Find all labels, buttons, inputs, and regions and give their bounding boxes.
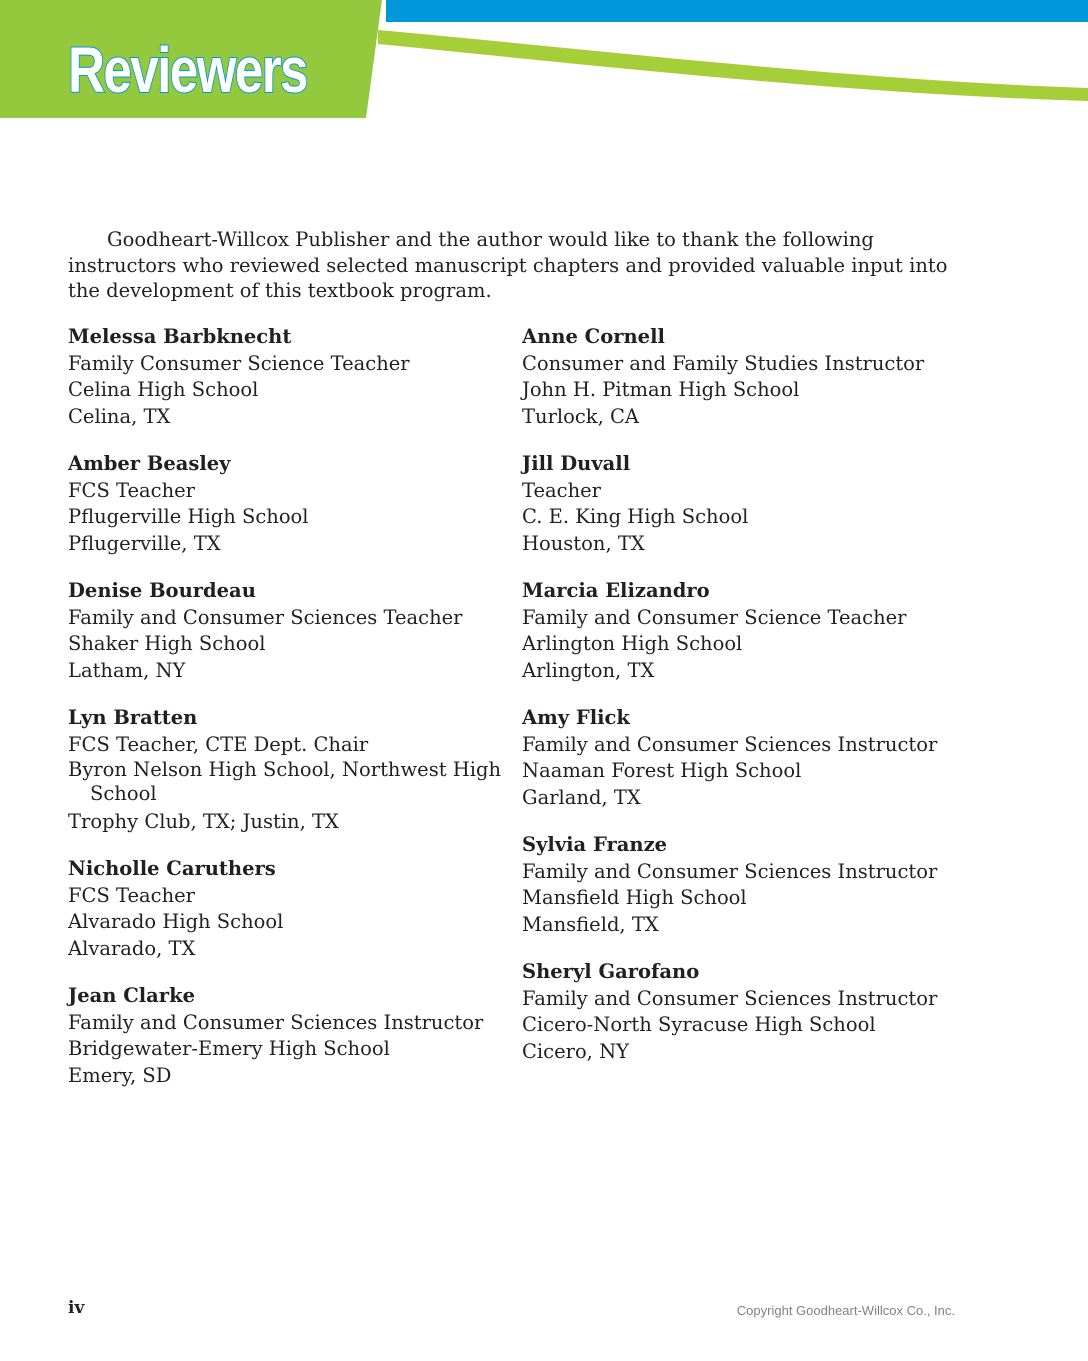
reviewer-school: Cicero-North Syracuse High School [522, 1013, 876, 1036]
reviewer-entry [68, 983, 508, 1089]
header-blue-band [386, 0, 1088, 22]
reviewer-school: Arlington High School [522, 632, 743, 655]
reviewer-name: Amy Flick [522, 706, 630, 729]
reviewer-location: Cicero, NY [522, 1039, 630, 1063]
reviewer-school: Naaman Forest High School [522, 759, 802, 782]
reviewer-title: FCS Teacher [68, 478, 196, 502]
reviewer-location: Emery, SD [68, 1063, 172, 1087]
reviewer-location: Latham, NY [68, 658, 186, 682]
reviewer-name: Nicholle Caruthers [68, 857, 276, 880]
reviewer-name: Sylvia Franze [522, 833, 668, 856]
reviewer-title: FCS Teacher, CTE Dept. Chair [68, 732, 369, 756]
reviewer-entry [68, 451, 508, 557]
reviewer-name: Lyn Bratten [68, 706, 198, 729]
reviewer-title: Family and Consumer Sciences Instructor [68, 1010, 484, 1034]
reviewer-location: Arlington, TX [522, 658, 655, 682]
reviewer-school: Alvarado High School [68, 910, 284, 933]
reviewer-school: Mansfield High School [522, 886, 747, 909]
reviewer-name: Marcia Elizandro [522, 579, 710, 602]
reviewer-title: Family and Consumer Sciences Instructor [522, 732, 938, 756]
reviewer-entry [522, 451, 962, 557]
reviewer-name: Jean Clarke [68, 984, 195, 1007]
reviewer-title: Family Consumer Science Teacher [68, 351, 410, 375]
reviewer-school: Pflugerville High School [68, 505, 309, 528]
reviewer-entry [68, 324, 508, 430]
reviewer-name: Melessa Barbknecht [68, 325, 292, 348]
reviewer-entry [522, 832, 962, 938]
reviewer-school: Bridgewater-Emery High School [68, 1037, 390, 1060]
reviewer-entry [522, 959, 962, 1065]
page-title: Reviewers [68, 34, 307, 106]
reviewer-title: FCS Teacher [68, 883, 196, 907]
reviewer-school: John H. Pitman High School [522, 378, 800, 401]
reviewer-entry [522, 324, 962, 430]
reviewer-name: Jill Duvall [522, 452, 631, 475]
reviewer-location: Pflugerville, TX [68, 531, 221, 555]
reviewer-title: Family and Consumer Sciences Teacher [68, 605, 463, 629]
reviewer-location: Mansfield, TX [522, 912, 659, 936]
reviewer-entry [68, 856, 508, 962]
page-number: iv [68, 1298, 85, 1318]
reviewer-location: Turlock, CA [522, 404, 639, 428]
reviewer-title: Family and Consumer Sciences Instructor [522, 859, 938, 883]
reviewer-name: Sheryl Garofano [522, 960, 700, 983]
reviewer-name: Amber Beasley [68, 452, 231, 475]
reviewer-school: Byron Nelson High School, Northwest High School [68, 758, 502, 805]
reviewer-location: Houston, TX [522, 531, 645, 555]
reviewer-title: Consumer and Family Studies Instructor [522, 351, 925, 375]
reviewer-location: Trophy Club, TX; Justin, TX [68, 809, 339, 833]
intro-paragraph: Goodheart-Willcox Publisher and the author would like to thank the following instructors who reviewed selected manuscript chapters and provided valuable input into the development of this textbook program. [68, 228, 948, 302]
reviewer-entry [68, 705, 508, 835]
reviewer-title: Family and Consumer Science Teacher [522, 605, 907, 629]
reviewer-school: C. E. King High School [522, 505, 749, 528]
reviewer-title: Teacher [522, 478, 601, 502]
reviewer-location: Celina, TX [68, 404, 171, 428]
reviewer-location: Garland, TX [522, 785, 641, 809]
reviewer-entry [522, 578, 962, 684]
reviewer-name: Anne Cornell [522, 325, 665, 348]
reviewer-location: Alvarado, TX [68, 936, 196, 960]
header-green-swoosh [378, 30, 1088, 101]
reviewers-column-left [68, 324, 508, 1110]
reviewer-title: Family and Consumer Sciences Instructor [522, 986, 938, 1010]
reviewer-school: Shaker High School [68, 632, 266, 655]
reviewer-name: Denise Bourdeau [68, 579, 256, 602]
reviewer-entry [522, 705, 962, 811]
reviewer-school: Celina High School [68, 378, 259, 401]
reviewer-entry [68, 578, 508, 684]
reviewers-column-right [522, 324, 962, 1086]
copyright-notice: Copyright Goodheart-Willcox Co., Inc. [736, 1303, 955, 1318]
